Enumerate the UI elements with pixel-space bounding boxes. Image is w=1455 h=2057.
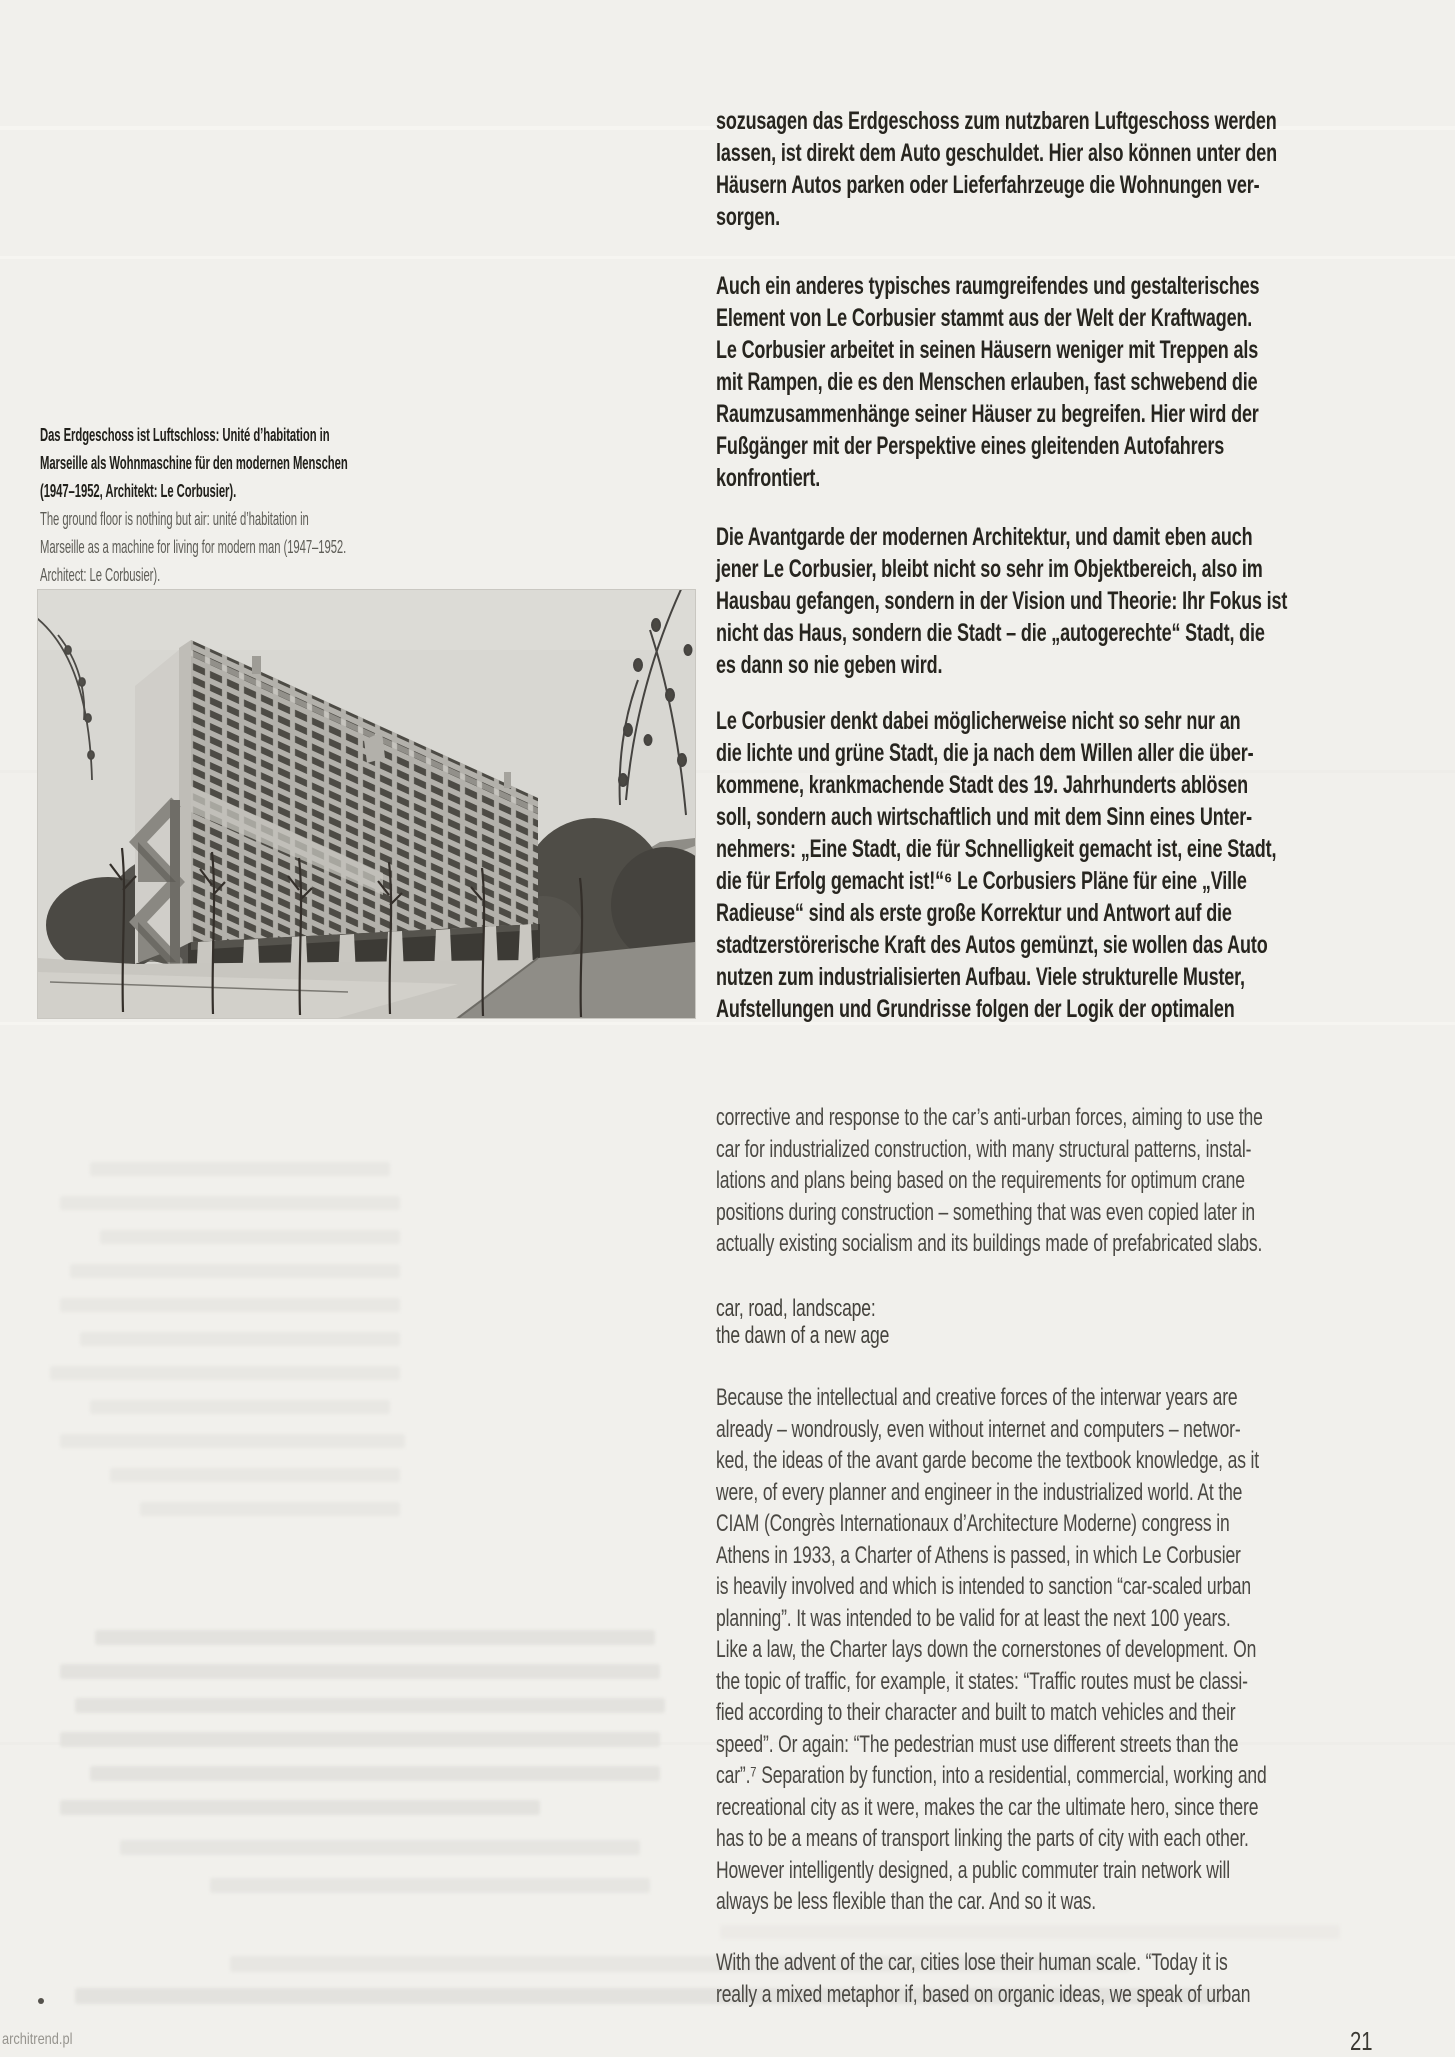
text-line: ked, the ideas of the avant garde become the textbook knowledge, as it bbox=[716, 1447, 1260, 1474]
ghost-line bbox=[140, 1502, 400, 1516]
ghost-line bbox=[60, 1298, 400, 1312]
ghost-line bbox=[80, 1332, 400, 1346]
text-line: Element von Le Corbusier stammt aus der Welt der Kraftwagen. bbox=[716, 304, 1253, 332]
text-line: CIAM (Congrès Internationaux d’Architecture Moderne) congress in bbox=[716, 1510, 1230, 1537]
paragraph-de-3 bbox=[716, 521, 1364, 681]
text-line: Das Erdgeschoss ist Luftschloss: Unité d’habitation in bbox=[40, 424, 330, 445]
text-line: es dann so nie geben wird. bbox=[716, 651, 943, 679]
ghost-line bbox=[120, 1840, 640, 1855]
text-line: Because the intellectual and creative forces of the interwar years are bbox=[716, 1384, 1238, 1411]
text-line: konfrontiert. bbox=[716, 464, 821, 492]
text-line: Athens in 1933, a Charter of Athens is passed, in which Le Corbusier bbox=[716, 1541, 1241, 1569]
text-line: corrective and response to the car’s anti-urban forces, aiming to use the bbox=[716, 1104, 1263, 1131]
text-line: the topic of traffic, for example, it states: “Traffic routes must be classi- bbox=[716, 1667, 1248, 1695]
caption-english bbox=[40, 505, 406, 589]
text-line: die für Erfolg gemacht ist!“⁶ Le Corbusiers Pläne für eine „Ville bbox=[716, 867, 1247, 895]
text-line: mit Rampen, die es den Menschen erlauben, fast schwebend die bbox=[716, 368, 1258, 396]
ghost-line bbox=[720, 1925, 1340, 1939]
text-line: Radieuse“ sind als erste große Korrektur und Antwort auf die bbox=[716, 899, 1232, 927]
text-line: nehmers: „Eine Stadt, die für Schnelligkeit gemacht ist, eine Stadt, bbox=[716, 835, 1277, 863]
paragraph-en-3 bbox=[716, 1947, 1373, 2010]
caption-german bbox=[40, 421, 406, 505]
text-line: recreational city as it were, makes the car the ultimate hero, since there bbox=[716, 1793, 1259, 1821]
ghost-line bbox=[210, 1878, 650, 1893]
text-line: Hausbau gefangen, sondern in der Vision und Theorie: Ihr Fokus ist bbox=[716, 587, 1288, 615]
text-line: the dawn of a new age bbox=[716, 1322, 890, 1349]
text-line: However intelligently designed, a public commuter train network will bbox=[716, 1856, 1230, 1884]
text-line: positions during construction – something that was even copied later in bbox=[716, 1198, 1255, 1226]
building-photo bbox=[38, 590, 695, 1018]
ghost-line bbox=[50, 1366, 400, 1380]
section-heading bbox=[716, 1295, 1373, 1349]
text-line: car for industrialized construction, with many structural patterns, instal- bbox=[716, 1135, 1252, 1163]
text-line: stadtzerstörerische Kraft des Autos gemünzt, sie wollen das Auto bbox=[716, 931, 1268, 959]
text-line: jener Le Corbusier, bleibt nicht so sehr im Objektbereich, also im bbox=[716, 555, 1263, 583]
ghost-line bbox=[95, 1630, 655, 1645]
ghost-line bbox=[60, 1196, 400, 1210]
text-line: The ground floor is nothing but air: unité d’habitation in bbox=[40, 508, 309, 529]
text-line: Auch ein anderes typisches raumgreifendes und gestalterisches bbox=[716, 272, 1260, 300]
text-line: Raumzusammenhänge seiner Häuser zu begreifen. Hier wird der bbox=[716, 400, 1259, 428]
text-line: car, road, landscape: bbox=[716, 1295, 876, 1322]
page-number: 21 bbox=[1350, 2026, 1373, 2056]
text-line: were, of every planner and engineer in the industrialized world. At the bbox=[716, 1478, 1243, 1506]
paragraph-en-1 bbox=[716, 1102, 1373, 1260]
paragraph-de-4 bbox=[716, 705, 1364, 1025]
paragraph-de-1 bbox=[716, 105, 1364, 233]
text-line: nicht das Haus, sondern die Stadt – die „autogerechte“ Stadt, die bbox=[716, 619, 1265, 647]
text-line: Architect: Le Corbusier). bbox=[40, 564, 161, 585]
text-line: With the advent of the car, cities lose their human scale. “Today it is bbox=[716, 1949, 1228, 1976]
text-line: sorgen. bbox=[716, 203, 781, 231]
ghost-line bbox=[100, 1230, 400, 1244]
text-line: soll, sondern auch wirtschaftlich und mit dem Sinn eines Unter- bbox=[716, 803, 1253, 831]
text-line: Häusern Autos parken oder Lieferfahrzeuge die Wohnungen ver- bbox=[716, 171, 1260, 199]
text-line: Marseille als Wohnmaschine für den modernen Menschen bbox=[40, 452, 348, 473]
text-line: sozusagen das Erdgeschoss zum nutzbaren Luftgeschoss werden bbox=[716, 107, 1277, 135]
text-line: Die Avantgarde der modernen Architektur, und damit eben auch bbox=[716, 523, 1253, 551]
text-line: really a mixed metaphor if, based on organic ideas, we speak of urban bbox=[716, 1980, 1251, 2008]
ghost-line bbox=[75, 1698, 665, 1713]
ghost-line bbox=[90, 1162, 390, 1176]
ghost-line bbox=[60, 1434, 405, 1448]
text-line: Marseille as a machine for living for modern man (1947–1952. bbox=[40, 536, 347, 557]
text-line: has to be a means of transport linking the parts of city with each other. bbox=[716, 1825, 1249, 1852]
text-line: Like a law, the Charter lays down the cornerstones of development. On bbox=[716, 1636, 1257, 1663]
ghost-line bbox=[90, 1400, 390, 1414]
scan-band bbox=[0, 256, 1455, 259]
ghost-line bbox=[110, 1468, 400, 1482]
paragraph-de-2 bbox=[716, 270, 1364, 494]
text-line: fied according to their character and built to match vehicles and their bbox=[716, 1699, 1236, 1726]
ink-speck bbox=[38, 1998, 44, 2004]
text-line: already – wondrously, even without internet and computers – networ- bbox=[716, 1415, 1241, 1443]
text-line: Aufstellungen und Grundrisse folgen der Logik der optimalen bbox=[716, 995, 1235, 1023]
text-line: lassen, ist direkt dem Auto geschuldet. Hier also können unter den bbox=[716, 139, 1277, 167]
ghost-line bbox=[90, 1766, 660, 1781]
ghost-line bbox=[60, 1732, 660, 1747]
text-line: lations and plans being based on the requirements for optimum crane bbox=[716, 1167, 1245, 1194]
text-line: actually existing socialism and its buildings made of prefabricated slabs. bbox=[716, 1230, 1263, 1257]
ghost-line bbox=[60, 1800, 540, 1815]
text-line: speed”. Or again: “The pedestrian must use different streets than the bbox=[716, 1730, 1239, 1758]
text-line: (1947–1952, Architekt: Le Corbusier). bbox=[40, 480, 237, 501]
text-line: is heavily involved and which is intended to sanction “car-scaled urban bbox=[716, 1573, 1252, 1600]
text-line: car”.⁷ Separation by function, into a residential, commercial, working and bbox=[716, 1762, 1267, 1789]
photo-caption bbox=[40, 421, 640, 589]
text-line: Le Corbusier denkt dabei möglicherweise nicht so sehr nur an bbox=[716, 707, 1241, 735]
text-line: always be less flexible than the car. And so it was. bbox=[716, 1888, 1097, 1915]
text-line: kommene, krankmachende Stadt des 19. Jahrhunderts ablösen bbox=[716, 771, 1248, 799]
paragraph-en-2 bbox=[716, 1382, 1373, 1918]
watermark: architrend.pl bbox=[2, 2031, 73, 2048]
text-line: nutzen zum industrialisierten Aufbau. Viele strukturelle Muster, bbox=[716, 963, 1245, 991]
text-line: planning”. It was intended to be valid for at least the next 100 years. bbox=[716, 1604, 1231, 1632]
ghost-line bbox=[70, 1264, 400, 1278]
text-line: die lichte und grüne Stadt, die ja nach dem Willen aller die über- bbox=[716, 739, 1254, 767]
ghost-line bbox=[60, 1664, 660, 1679]
text-line: Fußgänger mit der Perspektive eines gleitenden Autofahrers bbox=[716, 432, 1225, 460]
text-line: Le Corbusier arbeitet in seinen Häusern weniger mit Treppen als bbox=[716, 336, 1259, 364]
